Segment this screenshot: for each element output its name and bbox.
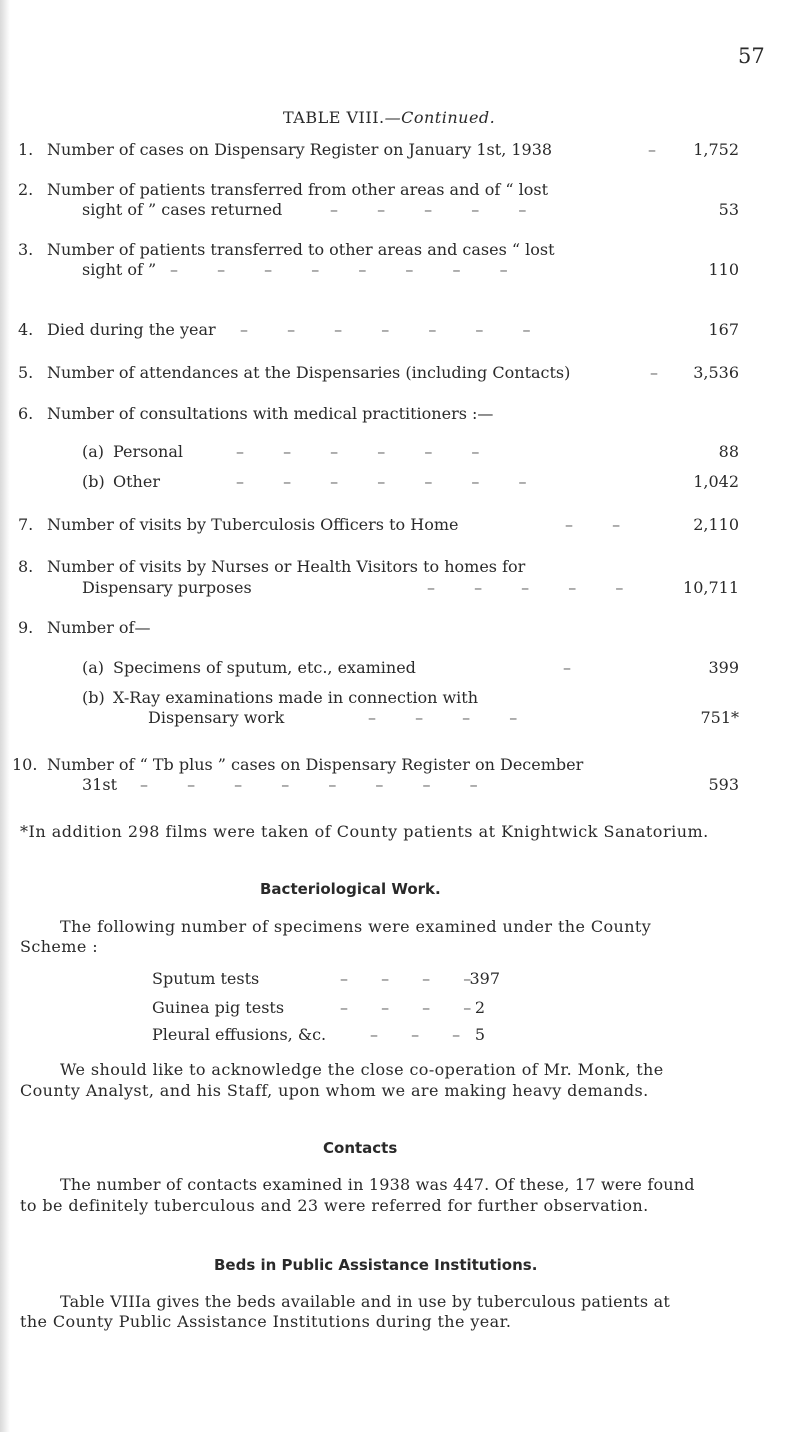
section-heading-beds: Beds in Public Assistance Institutions.: [214, 1256, 538, 1274]
leader-dashes: – – – – – – – –: [140, 775, 478, 794]
specimen-label: Sputum tests: [152, 969, 260, 988]
section-heading-bacteriological: Bacteriological Work.: [260, 880, 441, 898]
table-row: [0, 618, 801, 642]
sub-row: [0, 472, 801, 496]
leader-dashes: – –: [565, 515, 621, 534]
table-row: [0, 515, 801, 539]
row-value: 167: [708, 320, 739, 339]
row-number: 6.: [18, 404, 34, 423]
table-row: [0, 755, 801, 799]
row-number: 8.: [18, 557, 34, 576]
paragraph-line: We should like to acknowledge the close co-operation of Mr. Monk, the: [60, 1060, 664, 1079]
sub-row-text-continued: Dispensary work: [148, 708, 285, 727]
sub-row-value: 399: [708, 658, 739, 677]
row-text-continued: 31st: [82, 775, 117, 794]
sub-row-value: 1,042: [693, 472, 739, 491]
row-number: 3.: [18, 240, 34, 259]
footnote: *In addition 298 films were taken of County patients at Knightwick Sanatorium.: [20, 822, 709, 841]
section-heading-contacts: Contacts: [323, 1139, 398, 1157]
row-text: Number of—: [47, 618, 151, 637]
leader-dashes: – – – – –: [427, 578, 624, 597]
sub-row-text: Other: [113, 472, 160, 491]
leader-dashes: – – – –: [340, 969, 472, 988]
leader-dashes: –: [648, 140, 656, 159]
sub-row-value: 751*: [700, 708, 739, 727]
row-number: 2.: [18, 180, 34, 199]
row-value: 53: [718, 200, 739, 219]
row-text: Number of “ Tb plus ” cases on Dispensary Register on December: [47, 755, 584, 774]
row-value: 110: [708, 260, 739, 279]
row-number: 4.: [18, 320, 34, 339]
row-number: 5.: [18, 363, 34, 382]
row-value: 10,711: [683, 578, 739, 597]
sub-row-letter: (a): [82, 658, 105, 677]
table-title-main: TABLE VIII.: [283, 108, 385, 127]
row-text: Number of patients transferred from other areas and of “ lost: [47, 180, 548, 199]
paragraph-line: The number of contacts examined in 1938 was 447. Of these, 17 were found: [60, 1175, 695, 1194]
paragraph-line: to be definitely tuberculous and 23 were referred for further observation.: [20, 1196, 649, 1215]
table-row: [0, 180, 801, 224]
table-row: [0, 320, 801, 344]
sub-row: [0, 688, 801, 732]
leader-dashes: – – – – –: [330, 200, 527, 219]
sub-row-letter: (b): [82, 472, 105, 491]
leader-dashes: – – – –: [368, 708, 518, 727]
row-text-continued: Dispensary purposes: [82, 578, 252, 597]
row-number: 10.: [12, 755, 38, 774]
specimen-value: 5: [474, 1025, 485, 1044]
leader-dashes: –: [563, 658, 571, 677]
row-value: 593: [708, 775, 739, 794]
table-title: [283, 108, 495, 127]
table-row: [0, 363, 801, 387]
row-text: Number of attendances at the Dispensaries (including Contacts): [47, 363, 571, 382]
leader-dashes: – – –: [370, 1025, 461, 1044]
specimen-value: 397: [469, 969, 500, 988]
page-number: 57: [738, 44, 765, 68]
sub-row: [0, 658, 801, 682]
leader-dashes: – – – – – – – –: [170, 260, 508, 279]
row-text: Number of visits by Nurses or Health Visitors to homes for: [47, 557, 526, 576]
table-title-continued: —Continued.: [384, 108, 496, 127]
leader-dashes: –: [650, 363, 658, 382]
specimen-label: Pleural effusions, &c.: [152, 1025, 327, 1044]
paragraph-line: Scheme :: [20, 937, 99, 956]
sub-row-letter: (a): [82, 442, 105, 461]
row-number: 1.: [18, 140, 34, 159]
row-value: 2,110: [693, 515, 739, 534]
table-row: [0, 240, 801, 284]
row-value: 1,752: [693, 140, 739, 159]
leader-dashes: – – – – – – –: [240, 320, 531, 339]
row-text: Number of consultations with medical practitioners :—: [47, 404, 494, 423]
paragraph-line: County Analyst, and his Staff, upon whom we are making heavy demands.: [20, 1081, 649, 1100]
paragraph-line: the County Public Assistance Institutions during the year.: [20, 1312, 512, 1331]
leader-dashes: – – – – – –: [236, 442, 480, 461]
table-row: [0, 404, 801, 428]
row-number: 7.: [18, 515, 34, 534]
specimen-label: Guinea pig tests: [152, 998, 285, 1017]
paragraph-line: Table VIIIa gives the beds available and in use by tuberculous patients at: [60, 1292, 670, 1311]
row-value: 3,536: [693, 363, 739, 382]
sub-row-letter: (b): [82, 688, 105, 707]
leader-dashes: – – – – – – –: [236, 472, 527, 491]
sub-row-value: 88: [718, 442, 739, 461]
table-row: [0, 140, 801, 164]
sub-row-text: X-Ray examinations made in connection with: [113, 688, 479, 707]
row-text: Number of patients transferred to other areas and cases “ lost: [47, 240, 555, 259]
sub-row: [0, 442, 801, 466]
table-row: [0, 557, 801, 601]
row-text: Number of cases on Dispensary Register on January 1st, 1938: [47, 140, 553, 159]
paragraph-line: The following number of specimens were examined under the County: [60, 917, 652, 936]
row-number: 9.: [18, 618, 34, 637]
row-text: Died during the year: [47, 320, 216, 339]
sub-row-text: Personal: [113, 442, 183, 461]
row-text-continued: sight of ” cases returned: [82, 200, 283, 219]
leader-dashes: – – – –: [340, 998, 472, 1017]
row-text: Number of visits by Tuberculosis Officers to Home: [47, 515, 459, 534]
row-text-continued: sight of ”: [82, 260, 157, 279]
specimen-value: 2: [474, 998, 485, 1017]
sub-row-text: Specimens of sputum, etc., examined: [113, 658, 416, 677]
